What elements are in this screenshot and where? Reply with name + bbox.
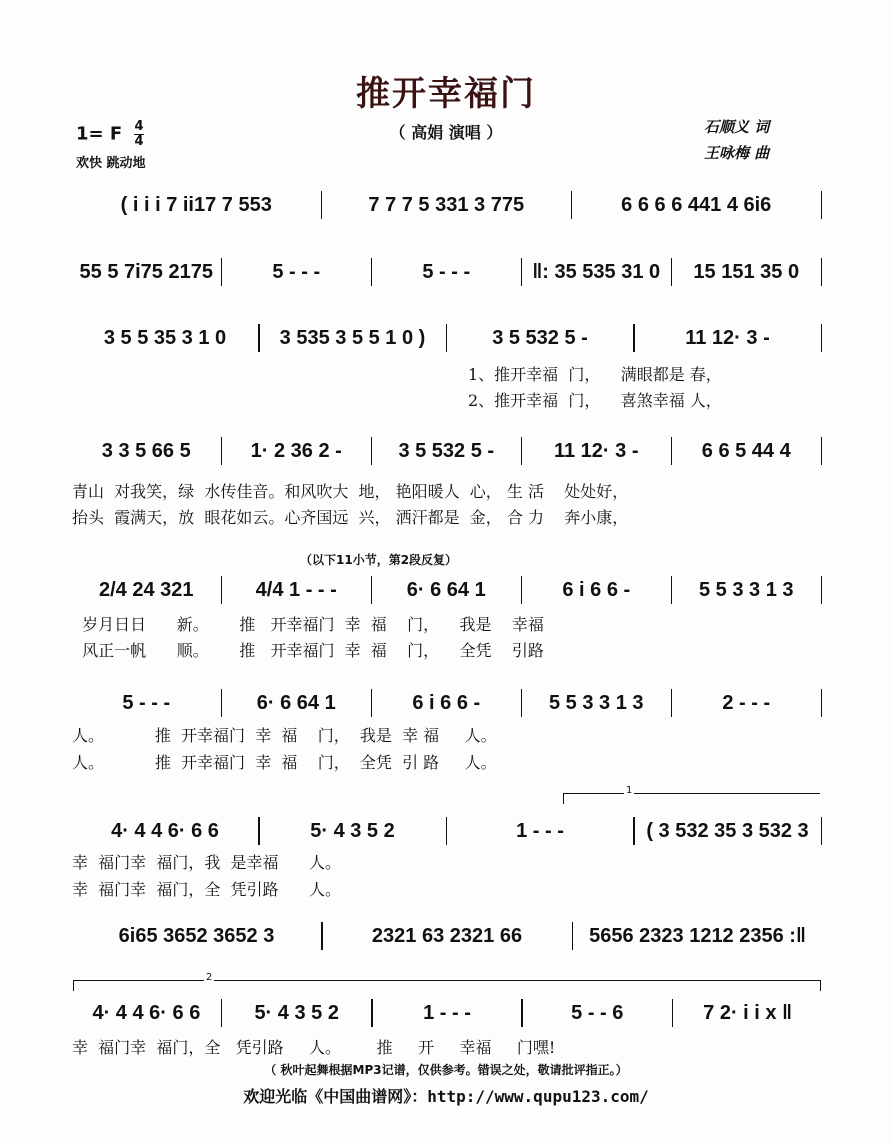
score-row — [72, 190, 822, 220]
measure: 3 5 5 35 3 1 0 — [103, 326, 227, 349]
measure: 1· 2 36 2 - — [250, 439, 342, 462]
lyric-line: 岁月日日 新。 推 开幸福门 幸 福 门， 我是 幸福 — [72, 615, 544, 634]
score-row — [72, 436, 822, 466]
key-signature — [76, 120, 144, 149]
measure: 5 - - - — [272, 260, 321, 283]
lyric-line: 幸 福门幸 福门，全 凭引路 人。 — [72, 880, 342, 899]
measure: 7 2· i i x ‖ — [703, 1001, 793, 1024]
key: 1= F — [76, 123, 123, 145]
lyric-line: 1、推开幸福 门， 满眼都是 春， — [468, 365, 722, 384]
lyric-line: 幸 福门幸 福门，全 凭引路 人。 推 开 幸福 门嘿! — [72, 1038, 556, 1057]
lyric-line: 人。 推 开幸福门 幸 福 门， 我是 幸 福 人。 — [72, 726, 497, 745]
lyric-line: 风正一帆 顺。 推 开幸福门 幸 福 门， 全凭 引路 — [72, 641, 544, 660]
measure: 3 5 532 5 - — [492, 326, 588, 349]
measure: 4· 4 4 6· 6 6 — [111, 819, 219, 842]
barline — [821, 258, 823, 286]
volta-2: 2 — [73, 980, 821, 991]
measure: 3 5 532 5 - — [398, 439, 495, 462]
volta-1: 1 — [563, 793, 820, 804]
time-signature: $\frac{4}{4}$ — [134, 119, 144, 149]
lyric-line: 幸 福门幸 福门，我 是幸福 人。 — [72, 853, 342, 872]
measure: 2321 63 2321 66 — [371, 924, 523, 947]
barline — [821, 324, 823, 352]
barline — [821, 576, 823, 604]
score-row — [72, 921, 822, 951]
measure: 6· 6 64 1 — [256, 691, 336, 714]
lyric-line: 青山 对我笑，绿 水传佳音。和风吹大 地， 艳阳暖人 心， 生 活 处处好， — [72, 482, 629, 501]
measure: ‖: 35 535 31 0 — [532, 260, 661, 283]
repeat-note: （以下11小节，第2段反复） — [300, 553, 458, 567]
measure: 4/4 1 - - - — [255, 578, 337, 601]
lyric-line: 抬头 霞满天，放 眼花如云。心齐国远 兴， 洒汗都是 金， 合 力 奔小康， — [72, 508, 629, 527]
barline — [821, 689, 823, 717]
measure: 3 535 3 5 5 1 0 ) — [279, 326, 426, 349]
measure: 2 - - - — [722, 691, 771, 714]
barline — [821, 191, 823, 219]
measure: 1 - - - — [516, 819, 564, 842]
measure: 3 3 5 66 5 — [101, 439, 191, 462]
tempo-marking: 欢快 跳动地 — [76, 156, 146, 171]
score-row — [72, 688, 822, 718]
measure: 6 6 6 6 441 4 6i6 — [621, 193, 772, 216]
measure: 4· 4 4 6· 6 6 — [92, 1001, 201, 1024]
measure: 5 - - - — [422, 260, 471, 283]
site-footer: 欢迎光临《中国曲谱网》：http://www.qupu123.com/ — [243, 1087, 649, 1106]
score-row — [72, 575, 822, 605]
measure: ( 3 532 35 3 532 3 — [646, 819, 809, 842]
measure: 2/4 24 321 — [98, 578, 194, 601]
measure: 1 - - - — [423, 1001, 471, 1024]
score-row — [72, 998, 822, 1028]
measure: 6· 6 64 1 — [406, 578, 486, 601]
song-title: 推开幸福门 — [356, 74, 536, 114]
measure: 5 5 3 3 1 3 — [698, 578, 794, 601]
lyricist: 石顺义 词 — [704, 118, 770, 136]
measure: 55 5 7i75 2175 — [79, 260, 213, 283]
measure: 6 6 5 44 4 — [701, 439, 791, 462]
composer: 王咏梅 曲 — [704, 144, 770, 162]
barline — [821, 817, 823, 845]
measure: 5· 4 3 5 2 — [254, 1001, 339, 1024]
measure: ( i i i 7 ii17 7 553 — [120, 193, 272, 216]
score-row — [72, 257, 822, 287]
measure: 5656 2323 1212 2356 :‖ — [589, 924, 806, 947]
lyric-line: 2、推开幸福 门， 喜煞幸福 人， — [468, 391, 722, 410]
score-row — [72, 323, 822, 353]
measure: 6 i 6 6 - — [412, 691, 481, 714]
barline — [821, 437, 823, 465]
measure: 6 i 6 6 - — [562, 578, 631, 601]
score-row — [72, 816, 822, 846]
measure: 5 - - - — [122, 691, 171, 714]
measure: 15 151 35 0 — [693, 260, 800, 283]
measure: 5 - - 6 — [571, 1001, 624, 1024]
measure: 7 7 7 5 331 3 775 — [368, 193, 525, 216]
lyric-line: 人。 推 开幸福门 幸 福 门， 全凭 引 路 人。 — [72, 753, 497, 772]
measure: 11 12· 3 - — [685, 326, 770, 349]
singer: （ 高娟 演唱 ） — [389, 123, 503, 142]
measure: 5 5 3 3 1 3 — [548, 691, 644, 714]
measure: 5· 4 3 5 2 — [310, 819, 395, 842]
measure: 11 12· 3 - — [553, 439, 639, 462]
measure: 6i65 3652 3652 3 — [118, 924, 275, 947]
footnote: （ 秋叶起舞根据MP3记谱，仅供参考。错误之处，敬请批评指正。） — [264, 1063, 628, 1077]
